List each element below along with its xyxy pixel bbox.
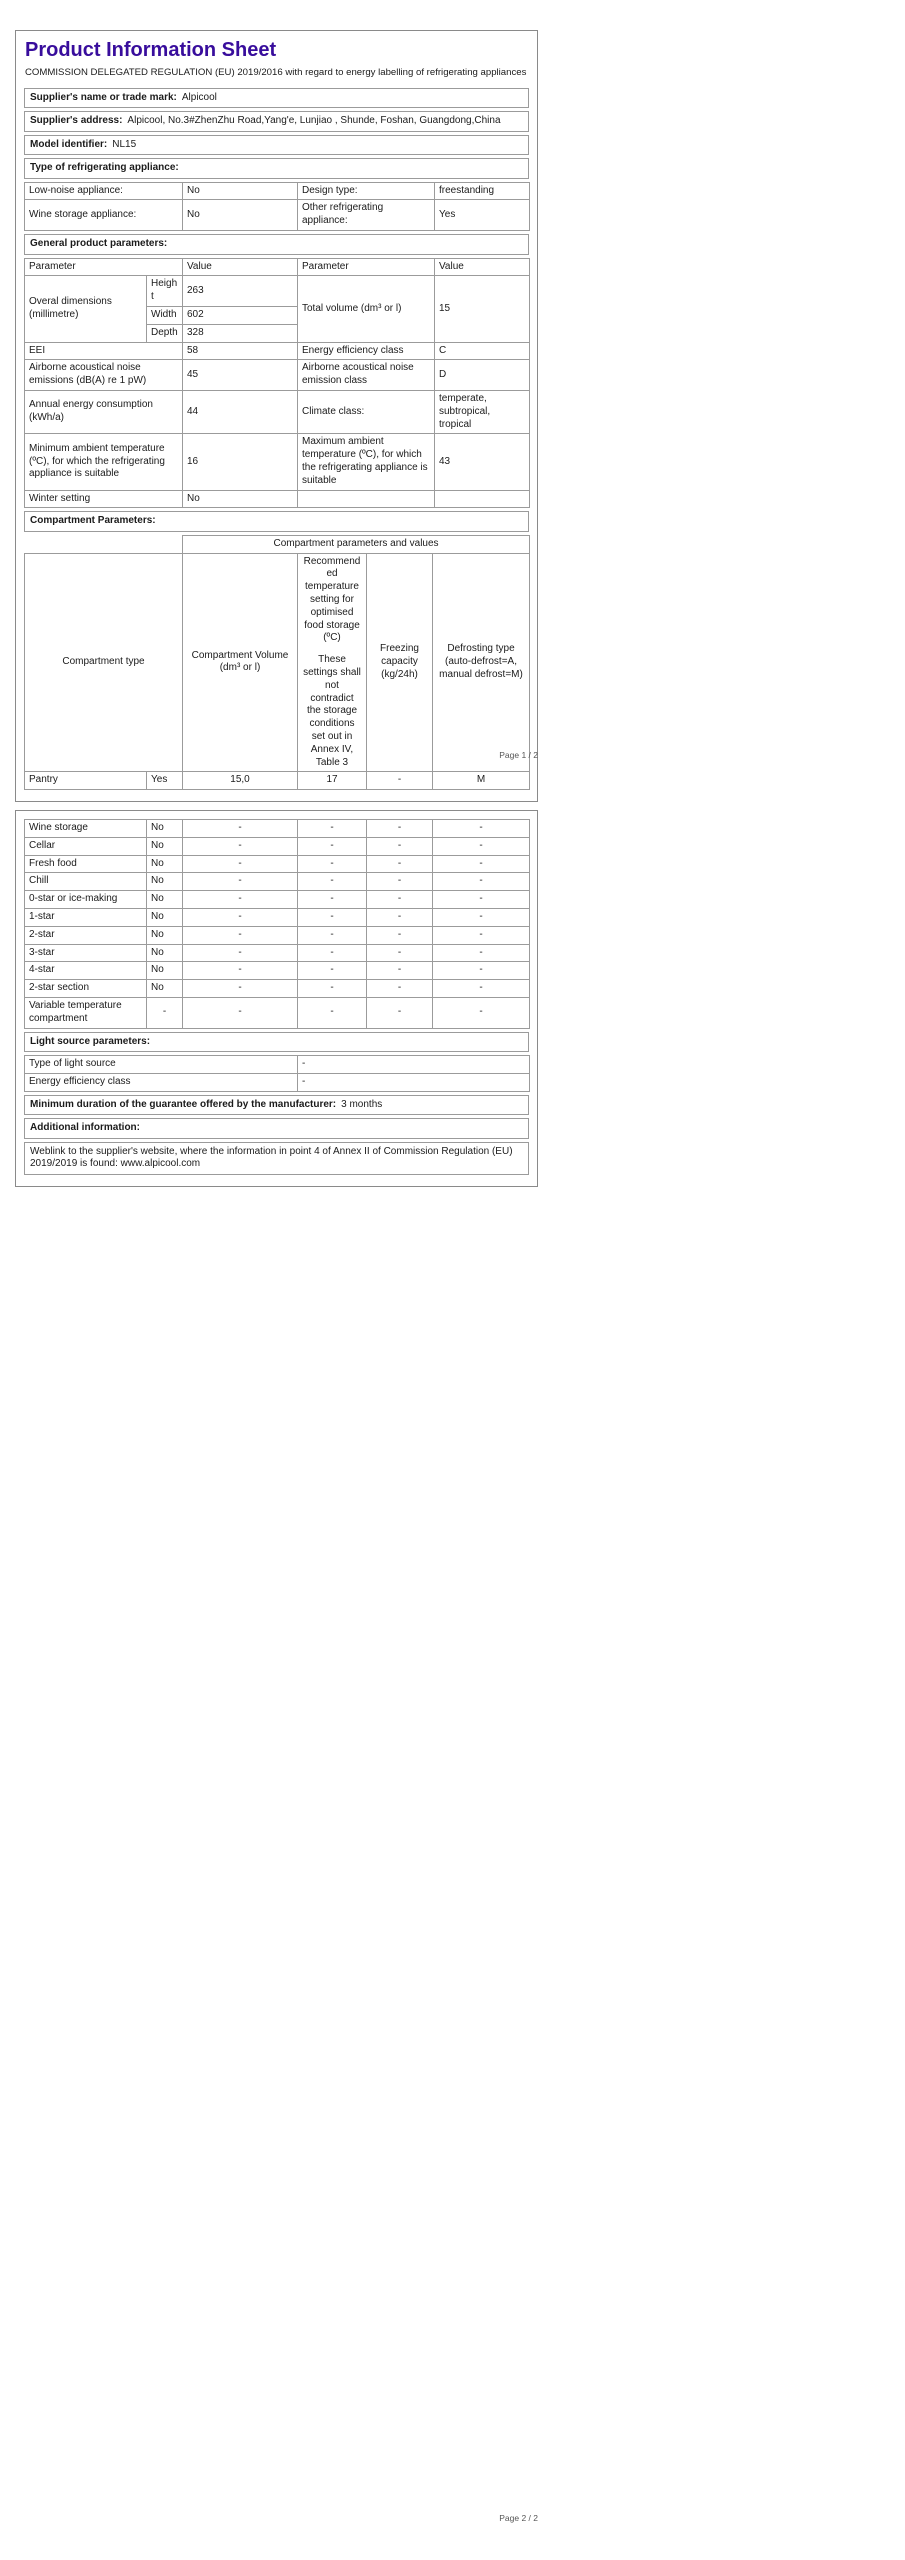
page-1: [15, 30, 538, 802]
type-cell-value: freestanding: [435, 182, 530, 200]
light-source-heading: Light source parameters:: [24, 1032, 529, 1053]
regulation-subtitle: COMMISSION DELEGATED REGULATION (EU) 2019/2016 with regard to energy labelling of refrigerating appliances: [25, 67, 527, 78]
compartment-freezing-cell: -: [367, 944, 433, 962]
compartment-span-header: Compartment parameters and values: [183, 535, 530, 553]
compartment-defrost-cell: -: [433, 855, 530, 873]
compartment-temp-cell: -: [298, 944, 367, 962]
compartment-temp-cell: -: [298, 891, 367, 909]
table-row: [25, 390, 530, 433]
type-cell-value: Yes: [435, 200, 530, 231]
compartment-volume-header: Compartment Volume (dm³ or l): [183, 553, 298, 772]
table-row: [25, 820, 530, 838]
compartment-volume-cell: -: [183, 891, 298, 909]
type-cell-label: Other refrigerating appliance:: [298, 200, 435, 231]
table-row: [25, 908, 530, 926]
compartment-freezing-cell: -: [367, 837, 433, 855]
model-identifier-label: Model identifier:: [30, 138, 108, 150]
guarantee-row: [24, 1095, 529, 1116]
supplier-address-value: Alpicool, No.3#ZhenZhu Road,Yang'e, Lunjiao , Shunde, Foshan, Guangdong,China: [127, 115, 501, 127]
climate-class-value: temperate, subtropical, tropical: [435, 390, 530, 433]
compartment-continuation-table: [24, 819, 530, 1029]
light-source-label: Type of light source: [25, 1056, 298, 1074]
dimension-value: 328: [183, 324, 298, 342]
compartment-present-cell: No: [147, 944, 183, 962]
max-ambient-label: Maximum ambient temperature (ºC), for which the refrigerating appliance is suitable: [298, 434, 435, 490]
table-row: [25, 535, 530, 553]
compartment-name-cell: 2-star section: [25, 980, 147, 998]
table-row: [25, 434, 530, 490]
compartment-temp-cell: -: [298, 962, 367, 980]
model-identifier-value: NL15: [112, 138, 137, 150]
supplier-name-value: Alpicool: [181, 91, 217, 103]
page-title: Product Information Sheet: [25, 39, 277, 61]
table-row: [25, 772, 530, 790]
compartment-defrost-cell: -: [433, 837, 530, 855]
page1-footer: Page 1 / 2: [499, 750, 538, 760]
dimension-key: Height: [147, 276, 183, 307]
compartment-volume-cell: -: [183, 962, 298, 980]
compartment-temp-cell: -: [298, 997, 367, 1028]
guarantee-label: Minimum duration of the guarantee offered by the manufacturer:: [30, 1098, 337, 1110]
compartment-freezing-cell: -: [367, 997, 433, 1028]
compartment-present-cell: Yes: [147, 772, 183, 790]
compartment-temp-header: [298, 553, 367, 772]
compartment-defrost-cell: M: [433, 772, 530, 790]
table-row: [25, 1073, 530, 1091]
compartment-volume-cell: -: [183, 873, 298, 891]
compartment-defrost-cell: -: [433, 997, 530, 1028]
type-cell-value: No: [183, 182, 298, 200]
table-row: [25, 997, 530, 1028]
compartment-volume-cell: -: [183, 980, 298, 998]
total-volume-label: Total volume (dm³ or l): [298, 276, 435, 342]
compartment-present-cell: No: [147, 891, 183, 909]
min-ambient-value: 16: [183, 434, 298, 490]
weblink-text: Weblink to the supplier's website, where the information in point 4 of Annex II of Commission Regulation (EU) 2019/2019 is found:: [30, 1145, 513, 1170]
noise-label: Airborne acoustical noise emissions (dB(A) re 1 pW): [25, 360, 183, 391]
type-cell-label: Low-noise appliance:: [25, 182, 183, 200]
empty-cell: [298, 490, 435, 508]
general-table: [24, 258, 530, 509]
table-row: [25, 855, 530, 873]
compartment-freezing-cell: -: [367, 926, 433, 944]
empty-cell: [25, 535, 183, 553]
type-cell-label: Design type:: [298, 182, 435, 200]
winter-setting-label: Winter setting: [25, 490, 183, 508]
compartment-freezing-cell: -: [367, 772, 433, 790]
compartment-present-cell: No: [147, 962, 183, 980]
winter-setting-value: No: [183, 490, 298, 508]
table-row: [25, 926, 530, 944]
compartment-present-cell: No: [147, 926, 183, 944]
climate-class-label: Climate class:: [298, 390, 435, 433]
empty-cell: [435, 490, 530, 508]
temp-header-line2: These settings shall not contradict the storage conditions set out in Annex IV, Table 3: [303, 654, 361, 768]
compartment-freezing-cell: -: [367, 980, 433, 998]
compartment-name-cell: Cellar: [25, 837, 147, 855]
compartment-type-header: Compartment type: [25, 553, 183, 772]
compartment-defrost-cell: -: [433, 944, 530, 962]
annual-energy-value: 44: [183, 390, 298, 433]
compartment-volume-cell: -: [183, 926, 298, 944]
compartment-name-cell: 0-star or ice-making: [25, 891, 147, 909]
general-header-value: Value: [183, 258, 298, 276]
general-header-parameter: Parameter: [298, 258, 435, 276]
compartment-defrost-cell: -: [433, 908, 530, 926]
compartment-name-cell: 1-star: [25, 908, 147, 926]
model-identifier-row: [24, 135, 529, 156]
light-source-table: [24, 1055, 530, 1092]
compartment-freezing-cell: -: [367, 908, 433, 926]
table-row: [25, 182, 530, 200]
table-row: [25, 490, 530, 508]
compartment-freezing-cell: -: [367, 891, 433, 909]
table-row: [25, 944, 530, 962]
compartment-volume-cell: -: [183, 997, 298, 1028]
dimension-key: Width: [147, 306, 183, 324]
noise-value: 45: [183, 360, 298, 391]
freezing-capacity-header: Freezing capacity (kg/24h): [367, 553, 433, 772]
compartment-name-cell: Pantry: [25, 772, 147, 790]
dimension-value: 263: [183, 276, 298, 307]
compartment-name-cell: Chill: [25, 873, 147, 891]
compartment-temp-cell: -: [298, 926, 367, 944]
compartment-name-cell: 4-star: [25, 962, 147, 980]
compartment-name-cell: 3-star: [25, 944, 147, 962]
compartment-present-cell: No: [147, 855, 183, 873]
light-source-label: Energy efficiency class: [25, 1073, 298, 1091]
compartment-section-heading: Compartment Parameters:: [24, 511, 529, 532]
eei-label: EEI: [25, 342, 183, 360]
weblink-row: [24, 1142, 529, 1175]
general-section-heading: General product parameters:: [24, 234, 529, 255]
defrosting-type-header: Defrosting type (auto-defrost=A, manual defrost=M): [433, 553, 530, 772]
table-row: [25, 1056, 530, 1074]
compartment-volume-cell: -: [183, 837, 298, 855]
compartment-temp-cell: -: [298, 873, 367, 891]
compartment-defrost-cell: -: [433, 980, 530, 998]
compartment-volume-cell: -: [183, 820, 298, 838]
light-source-value: -: [298, 1056, 530, 1074]
table-row: [25, 553, 530, 772]
supplier-address-label: Supplier's address:: [30, 115, 123, 127]
table-row: [25, 873, 530, 891]
compartment-temp-cell: 17: [298, 772, 367, 790]
noise-class-value: D: [435, 360, 530, 391]
compartment-volume-cell: -: [183, 855, 298, 873]
energy-class-label: Energy efficiency class: [298, 342, 435, 360]
noise-class-label: Airborne acoustical noise emission class: [298, 360, 435, 391]
type-section-heading: Type of refrigerating appliance:: [24, 158, 529, 179]
compartment-temp-cell: -: [298, 837, 367, 855]
dimension-key: Depth: [147, 324, 183, 342]
compartment-defrost-cell: -: [433, 962, 530, 980]
compartment-defrost-cell: -: [433, 873, 530, 891]
table-row: [25, 962, 530, 980]
type-cell-value: No: [183, 200, 298, 231]
compartment-temp-cell: -: [298, 820, 367, 838]
general-header-value: Value: [435, 258, 530, 276]
type-cell-label: Wine storage appliance:: [25, 200, 183, 231]
total-volume-value: 15: [435, 276, 530, 342]
supplier-name-row: [24, 88, 529, 109]
additional-info-heading: Additional information:: [24, 1118, 529, 1139]
table-row: [25, 200, 530, 231]
compartment-name-cell: Fresh food: [25, 855, 147, 873]
table-row: [25, 276, 530, 307]
compartment-defrost-cell: -: [433, 820, 530, 838]
page-2: [15, 810, 538, 1187]
supplier-address-row: [24, 111, 529, 132]
compartment-present-cell: No: [147, 908, 183, 926]
supplier-name-label: Supplier's name or trade mark:: [30, 91, 177, 103]
type-table: [24, 182, 530, 231]
compartment-present-cell: No: [147, 873, 183, 891]
table-row: [25, 258, 530, 276]
eei-value: 58: [183, 342, 298, 360]
annual-energy-label: Annual energy consumption (kWh/a): [25, 390, 183, 433]
dimension-value: 602: [183, 306, 298, 324]
compartment-temp-cell: -: [298, 980, 367, 998]
page2-footer: Page 2 / 2: [499, 2513, 538, 2523]
compartment-name-cell: Wine storage: [25, 820, 147, 838]
max-ambient-value: 43: [435, 434, 530, 490]
compartment-freezing-cell: -: [367, 820, 433, 838]
compartment-temp-cell: -: [298, 855, 367, 873]
min-ambient-label: Minimum ambient temperature (ºC), for which the refrigerating appliance is suitable: [25, 434, 183, 490]
table-row: [25, 342, 530, 360]
light-source-value: -: [298, 1073, 530, 1091]
table-row: [25, 837, 530, 855]
temp-header-line1: Recommended temperature setting for optimised food storage (ºC): [303, 555, 361, 644]
compartment-freezing-cell: -: [367, 855, 433, 873]
weblink-url[interactable]: www.alpicool.com: [120, 1158, 201, 1170]
compartment-present-cell: No: [147, 980, 183, 998]
compartment-defrost-cell: -: [433, 926, 530, 944]
compartment-present-cell: -: [147, 997, 183, 1028]
guarantee-value: 3 months: [341, 1098, 383, 1110]
compartment-volume-cell: -: [183, 944, 298, 962]
table-row: [25, 891, 530, 909]
table-row: [25, 360, 530, 391]
compartment-volume-cell: -: [183, 908, 298, 926]
energy-class-value: C: [435, 342, 530, 360]
table-row: [25, 980, 530, 998]
compartment-temp-cell: -: [298, 908, 367, 926]
general-header-parameter: Parameter: [25, 258, 183, 276]
dimensions-label: Overal dimensions (millimetre): [25, 276, 147, 342]
compartment-present-cell: No: [147, 820, 183, 838]
compartment-name-cell: Variable temperature compartment: [25, 997, 147, 1028]
compartment-defrost-cell: -: [433, 891, 530, 909]
compartment-freezing-cell: -: [367, 962, 433, 980]
compartment-name-cell: 2-star: [25, 926, 147, 944]
compartment-volume-cell: 15,0: [183, 772, 298, 790]
compartment-present-cell: No: [147, 837, 183, 855]
compartment-freezing-cell: -: [367, 873, 433, 891]
